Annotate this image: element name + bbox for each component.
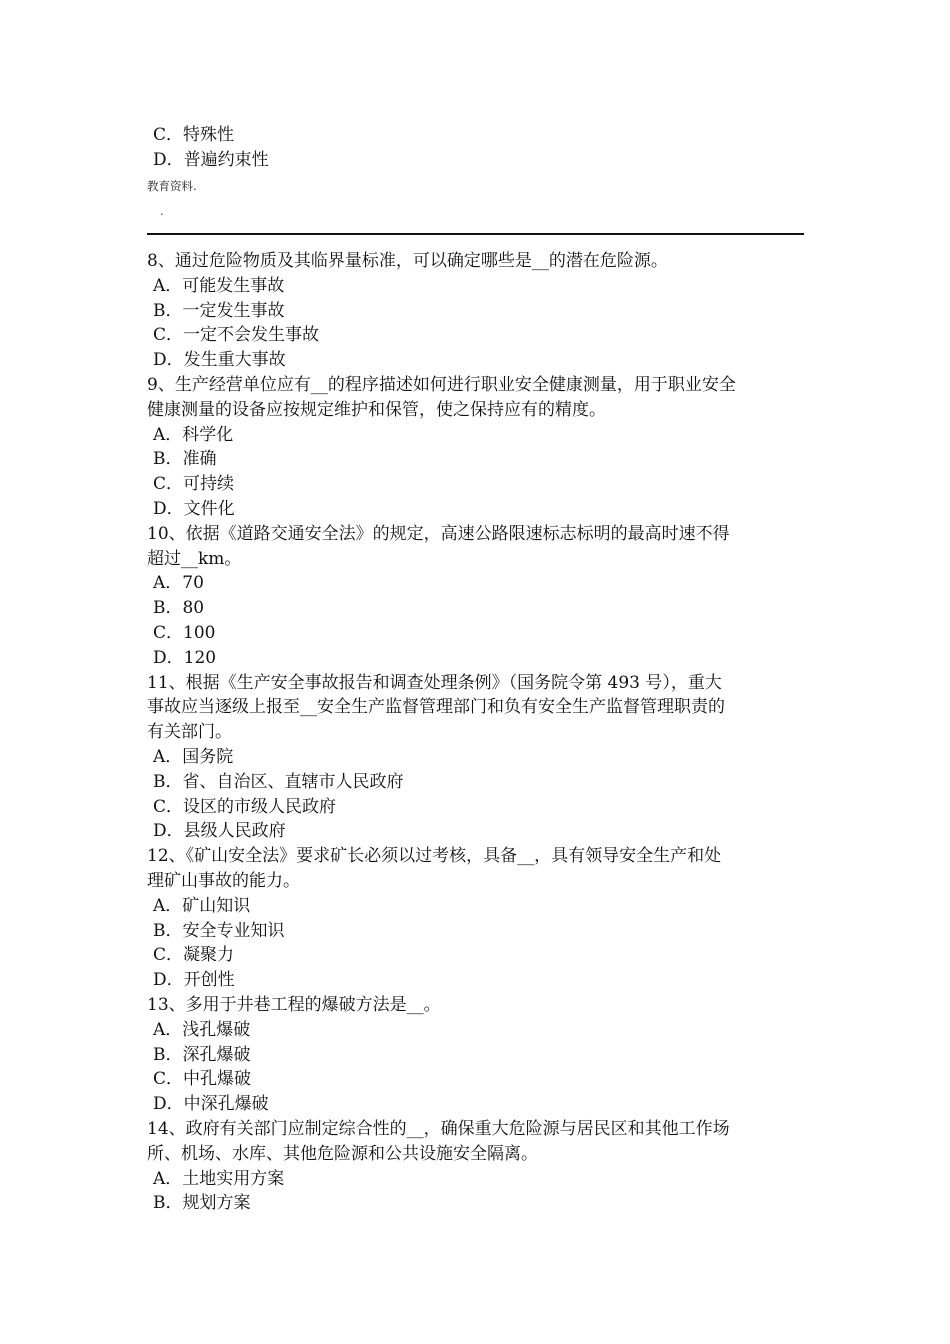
answer-option: C．可持续: [153, 474, 235, 495]
answer-option: B．一定发生事故: [153, 300, 285, 321]
option-d-top: D．普遍约束性: [153, 150, 269, 170]
answer-option: C．中孔爆破: [153, 1069, 252, 1090]
question-text: 11、根据《生产安全事故报告和调查处理条例》（国务院令第 493 号），重大: [147, 672, 722, 693]
answer-option: B．省、自治区、直辖市人民政府: [153, 771, 404, 792]
answer-option: A．浅孔爆破: [153, 1019, 251, 1040]
question-text: 健康测量的设备应按规定维护和保管，使之保持应有的精度。: [147, 399, 606, 420]
question-text: 8、通过危险物质及其临界量标准，可以确定哪些是__的潜在危险源。: [147, 251, 668, 271]
question-text: 超过__km。: [147, 548, 242, 569]
answer-option: A．国务院: [153, 747, 234, 767]
answer-option: D．发生重大事故: [153, 350, 286, 371]
question-text: 9、生产经营单位应有__的程序描述如何进行职业安全健康测量，用于职业安全: [147, 375, 736, 395]
answer-option: C．设区的市级人民政府: [153, 796, 337, 817]
answer-option: A．可能发生事故: [153, 275, 285, 296]
answer-option: B．规划方案: [153, 1193, 251, 1214]
header-rule: [147, 233, 804, 235]
question-text: 12、《矿山安全法》要求矿长必须以过考核，具备__，具有领导安全生产和处: [147, 846, 722, 867]
answer-option: B．深孔爆破: [153, 1044, 251, 1065]
question-text: 有关部门。: [147, 722, 232, 743]
answer-option: A．矿山知识: [153, 895, 251, 916]
question-text: 所、机场、水库、其他危险源和公共设施安全隔离。: [147, 1143, 538, 1164]
option-c-top: C．特殊性: [153, 125, 235, 145]
answer-option: D．县级人民政府: [153, 821, 286, 842]
answer-option: A．土地实用方案: [153, 1168, 285, 1189]
question-text: 10、依据《道路交通安全法》的规定，高速公路限速标志标明的最高时速不得: [147, 523, 730, 544]
answer-option: C．凝聚力: [153, 945, 235, 966]
answer-option: D．中深孔爆破: [153, 1094, 269, 1115]
answer-option: D．120: [153, 647, 217, 668]
answer-option: A．70: [153, 573, 204, 594]
answer-option: D．文件化: [153, 499, 235, 519]
source-note: 教育资料.: [147, 179, 197, 193]
answer-option: D．开创性: [153, 970, 235, 991]
question-text: 14、政府有关部门应制定综合性的__，确保重大危险源与居民区和其他工作场: [147, 1119, 730, 1139]
answer-option: B．准确: [153, 449, 217, 470]
answer-option: B．安全专业知识: [153, 920, 285, 941]
question-text: 理矿山事故的能力。: [147, 871, 300, 891]
question-text: 13、多用于井巷工程的爆破方法是__。: [147, 995, 441, 1015]
question-text: 事故应当逐级上报至__安全生产监督管理部门和负有安全生产监督管理职责的: [147, 697, 725, 718]
answer-option: C．一定不会发生事故: [153, 325, 320, 346]
dot-mark: .: [160, 205, 164, 218]
answer-option: A．科学化: [153, 424, 234, 445]
answer-option: C．100: [153, 623, 216, 643]
answer-option: B．80: [153, 598, 205, 619]
